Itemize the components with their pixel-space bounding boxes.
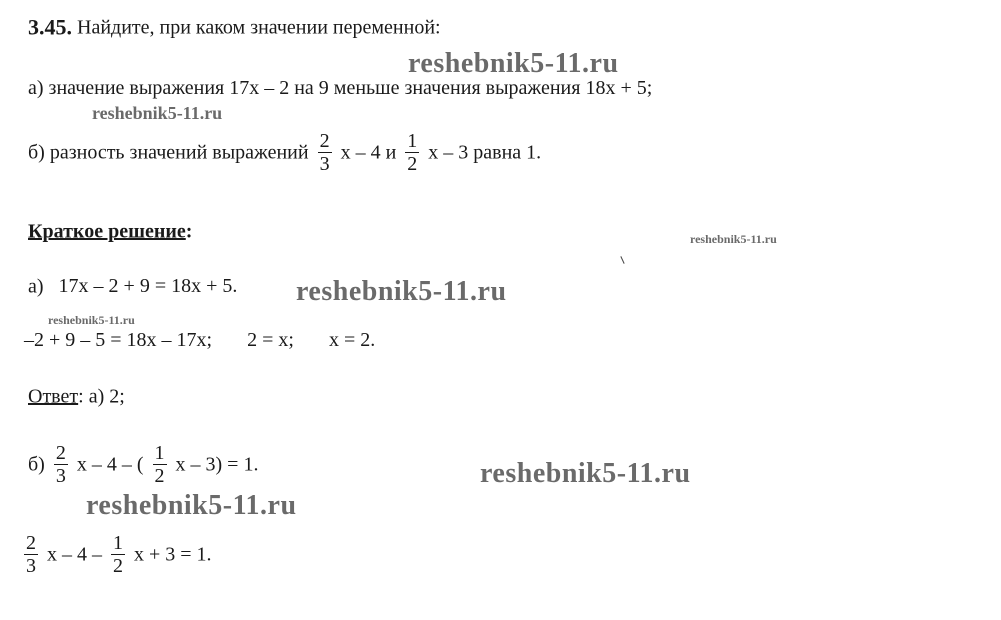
b-line2-suffix: х + 3 = 1. [134,543,212,566]
fraction-one-half [405,130,419,175]
problem-part-b [28,130,541,175]
fraction-denominator: 2 [113,555,123,577]
fraction-numerator: 2 [55,442,66,464]
answer-label: Ответ [28,385,79,408]
solution-a-label: а) [28,275,44,298]
watermark: reshebnik5-11.ru [690,232,777,246]
part-b-middle: х – 4 и [340,141,397,164]
fraction-numerator: 1 [113,532,123,554]
b-line1-suffix: х – 3) = 1. [175,453,259,476]
fraction-denominator: 3 [26,555,36,577]
watermark: reshebnik5-11.ru [296,276,507,307]
watermark: reshebnik5-11.ru [480,458,691,489]
fraction-numerator: 2 [26,532,36,554]
solution-heading [28,218,192,243]
answer-text: : а) 2; [78,385,125,408]
problem-header [28,14,441,39]
fraction-two-thirds [54,442,68,487]
stray-pen-mark [620,256,624,264]
fraction-numerator: 2 [319,130,330,152]
fraction-denominator: 2 [154,465,165,487]
solution-a-line2: –2 + 9 – 5 = 18х – 17х; 2 = х; х = 2. [24,329,376,351]
fraction-denominator: 3 [319,153,330,175]
solution-b-line2 [24,532,212,577]
part-b-prefix: б) разность значений выражений [28,141,309,164]
answer-line [28,383,125,408]
solution-a-equation: 17х – 2 + 9 = 18х + 5. [58,275,238,298]
problem-statement: Найдите, при каком значении переменной: [77,16,441,39]
fraction-one-half [153,442,167,487]
watermark: reshebnik5-11.ru [48,313,135,327]
solution-b-label: б) [28,453,45,476]
solution-heading-colon: : [185,220,193,243]
fraction-denominator: 2 [407,153,418,175]
fraction-one-half [111,532,125,577]
watermark: reshebnik5-11.ru [408,48,619,79]
part-b-suffix: х – 3 равна 1. [428,141,542,164]
b-line2-middle: х – 4 – [47,543,102,566]
fraction-two-thirds [318,130,332,175]
watermark: reshebnik5-11.ru [92,103,223,123]
b-line1-middle: х – 4 – ( [76,453,144,476]
fraction-numerator: 1 [154,442,165,464]
solution-b-line1 [28,442,258,487]
fraction-denominator: 3 [55,465,66,487]
solution-heading-text: Краткое решение [28,220,186,243]
solution-a-line1 [28,273,237,298]
fraction-numerator: 1 [407,130,418,152]
problem-number: 3.45. [28,14,72,40]
watermark: reshebnik5-11.ru [86,490,297,521]
problem-part-a: а) значение выражения 17х – 2 на 9 меньше значения выражения 18х + 5; [28,77,653,99]
fraction-two-thirds [24,532,38,577]
